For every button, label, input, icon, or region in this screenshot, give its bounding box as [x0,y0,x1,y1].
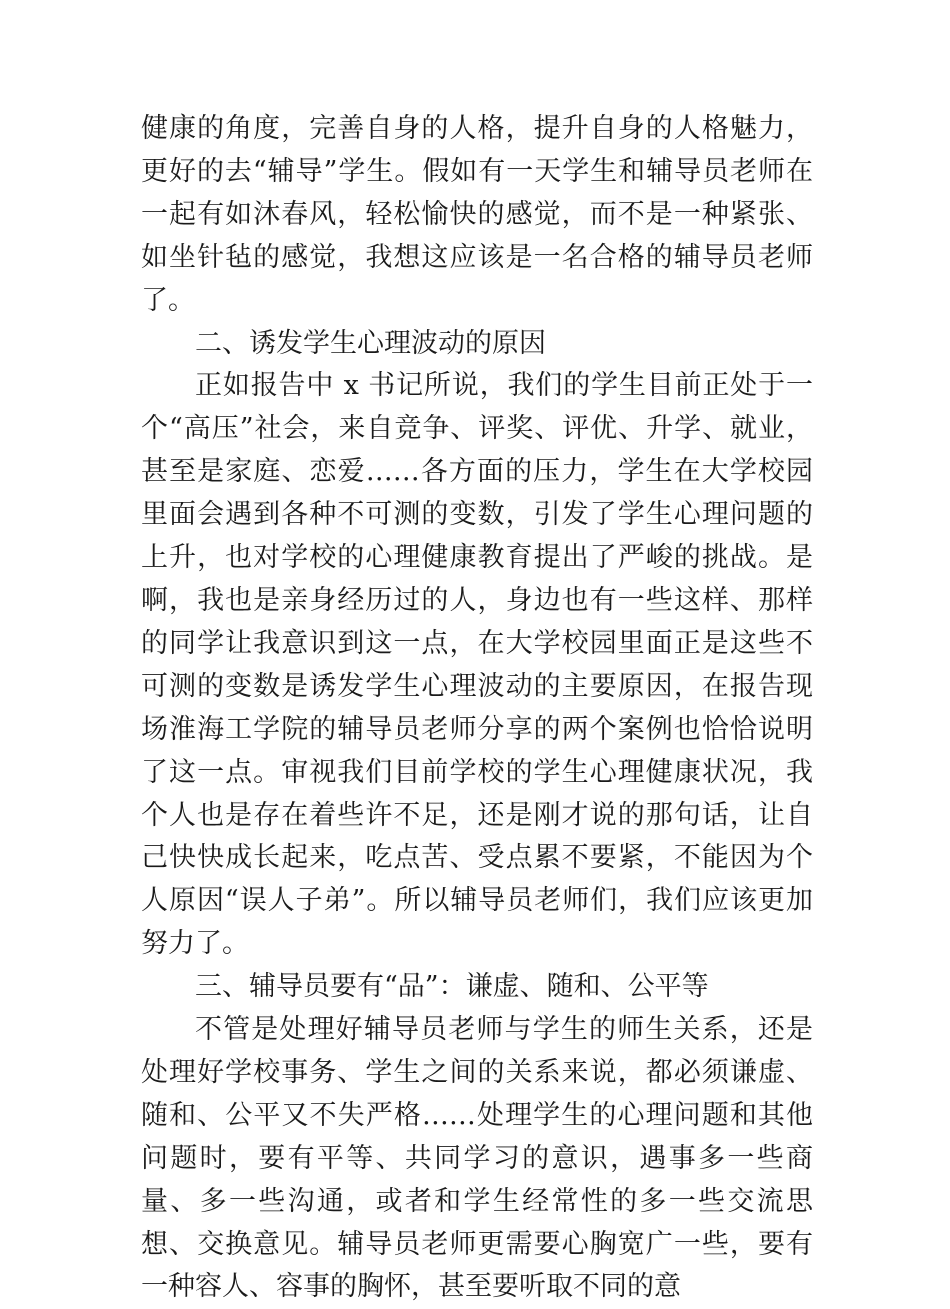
section-heading-3: 三、辅导员要有“品”：谦虚、随和、公平等 [195,971,709,1003]
section-heading-2: 二、诱发学生心理波动的原因 [195,327,546,359]
paragraph-continuation: 健康的角度，完善自身的人格，提升自身的人格魅力，更好的去“辅导”学生。假如有一天学生和辅导员老师在一起有如沐春风，轻松愉快的感觉，而不是一种紧张、如坐针毡的感觉，我想这应该是一名合格的辅导员老师了。 [141,113,813,316]
paragraph-section-2: 正如报告中 x 书记所说，我们的学生目前正处于一个“高压”社会，来自竞争、评奖、评优、升学、就业，甚至是家庭、恋爱……各方面的压力，学生在大学校园里面会遇到各种不可测的变数，引发了学生心理问题的上升，也对学校的心理健康教育提出了严峻的挑战。是啊，我也是亲身经历过的人，身边也有一些这样、那样的同学让我意识到这一点，在大学校园里面正是这些不可测的变数是诱发学生心理波动的主要原因，在报告现场淮海工学院的辅导员老师分享的两个案例也恰恰说明了这一点。审视我们目前学校的学生心理健康状况，我个人也是存在着些许不足，还是刚才说的那句话，让自己快快成长起来，吃点苦、受点累不要紧，不能因为个人原因“误人子弟”。所以辅导员老师们，我们应该更加努力了。 [141,370,813,960]
paragraph-section-3: 不管是处理好辅导员老师与学生的师生关系，还是处理好学校事务、学生之间的关系来说，都必须谦虚、随和、公平又不失严格……处理学生的心理问题和其他问题时，要有平等、共同学习的意识，遇事多一些商量、多一些沟通，或者和学生经常性的多一些交流思想、交换意见。辅导员老师更需要心胸宽广一些，要有一种容人、容事的胸怀，甚至要听取不同的意 [141,1014,813,1303]
document-body [141,108,813,1309]
